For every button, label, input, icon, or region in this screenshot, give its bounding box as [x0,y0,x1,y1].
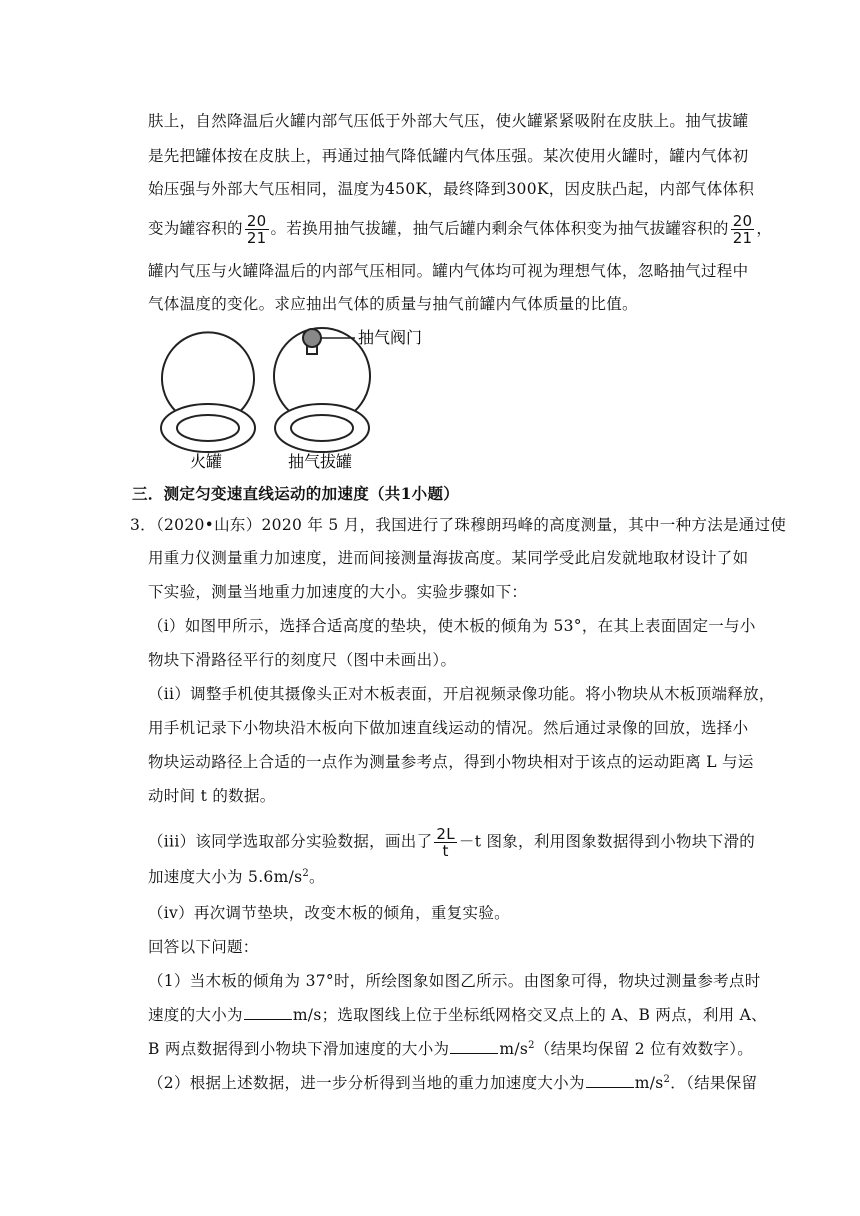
text-run: 速度的大小为 [148,1006,243,1024]
answer-blank[interactable] [450,1039,498,1054]
text-run: （结果均保留 2 位有效数字）。 [534,1040,754,1058]
text-run: 。若换用抽气拔罐，抽气后罐内剩余气体体积变为抽气拔罐容积的 [270,219,729,238]
fraction-numerator: 20 [732,212,753,230]
text-line [148,1072,757,1094]
answer-blank[interactable] [586,1073,634,1088]
text-line: （iv）再次调节垫块，改变木板的倾角，重复实验。 [148,904,510,922]
text-run: 加速度大小为 5.6m/s [148,868,303,886]
text-line: 用重力仪测量重力加速度，进而间接测量海拔高度。某同学受此启发就地取材设计了如 [148,549,749,567]
fraction-numerator: 20 [246,212,267,230]
fraction [245,213,269,246]
valve-label: 抽气阀门 [358,328,423,347]
fire-cup-label: 火罐 [190,452,223,471]
text-run: （iii）该同学选取部分实验数据，画出了 [148,832,433,851]
text-line: 动时间 t 的数据。 [148,787,276,805]
superscript: 2 [663,1074,671,1085]
question-line: 3．（2020•山东）2020 年 5 月，我国进行了珠穆朗玛峰的高度测量，其中一种方法是通过使 [130,516,787,534]
text-line: （i）如图甲所示，选择合适高度的垫块，使木板的倾角为 53°，在其上表面固定一与小 [148,617,756,635]
text-line [148,866,325,888]
fraction-denominator: 21 [732,229,753,247]
fraction-denominator: 21 [246,229,267,247]
text-line: 是先把罐体按在皮肤上，再通过抽气降低罐内气体压强。某次使用火罐时，罐内气体初 [148,147,749,165]
suction-cup-label: 抽气拔罐 [288,452,353,471]
text-run: m/s；选取图线上位于坐标纸网格交叉点上的 A、B 两点，利用 A、 [292,1006,767,1024]
text-run: ， [756,219,773,238]
fraction-denominator: t [442,842,449,860]
text-line [148,1038,753,1060]
text-line: （ii）调整手机使其摄像头正对木板表面，开启视频录像功能。将小物块从木板顶端释放， [148,685,775,703]
text-run: m/s [634,1074,664,1092]
text-run: m/s [499,1040,529,1058]
text-line [148,1004,767,1026]
fire-cup-drawing [161,332,255,452]
section-heading: 三．测定匀变速直线运动的加速度（共1小题） [132,484,460,503]
fraction [434,826,457,859]
text-line [148,826,755,859]
fraction [731,213,755,246]
text-line: （1）当木板的倾角为 37°时，所绘图象如图乙所示。由图象可得，物块过测量参考点时 [148,972,761,990]
text-run: （2）根据上述数据，进一步分析得到当地的重力加速度大小为 [148,1074,585,1092]
text-line: 罐内气压与火罐降温后的内部气压相同。罐内气体均可视为理想气体，忽略抽气过程中 [148,262,749,280]
text-line [148,213,772,246]
text-run: 。 [309,868,325,886]
superscript: 2 [528,1040,535,1051]
text-line: 用手机记录下小物块沿木板向下做加速直线运动的情况。然后通过录像的回放，选择小 [148,719,749,737]
text-run: －t 图象，利用图象数据得到小物块下滑的 [458,832,756,851]
answer-blank[interactable] [244,1005,292,1020]
fraction-numerator: 2L [436,825,455,843]
text-line: 下实验，测量当地重力加速度的大小。实验步骤如下： [148,583,528,601]
text-line: 物块运动路径上合适的一点作为测量参考点，得到小物块相对于该点的运动距离 L 与运 [148,753,754,771]
text-line: 肤上，自然降温后火罐内部气压低于外部大气压，使火罐紧紧吸附在皮肤上。抽气拔罐 [148,112,749,130]
text-run: ．（结果保留 [670,1074,758,1092]
text-run: 变为罐容积的 [148,219,243,238]
text-run: B 两点数据得到小物块下滑加速度的大小为 [148,1040,450,1058]
text-line: 回答以下问题： [148,938,259,956]
text-line: 物块下滑路径平行的刻度尺（图中未画出）。 [148,651,457,669]
superscript: 2 [302,868,310,879]
suction-cup-drawing [274,328,370,452]
text-line: 始压强与外部大气压相同，温度为450K，最终降到300K，因皮肤凸起，内部气体体积 [148,180,755,198]
text-line: 气体温度的变化。求应抽出气体的质量与抽气前罐内气体质量的比值。 [148,295,638,313]
cupping-figure [150,322,450,472]
